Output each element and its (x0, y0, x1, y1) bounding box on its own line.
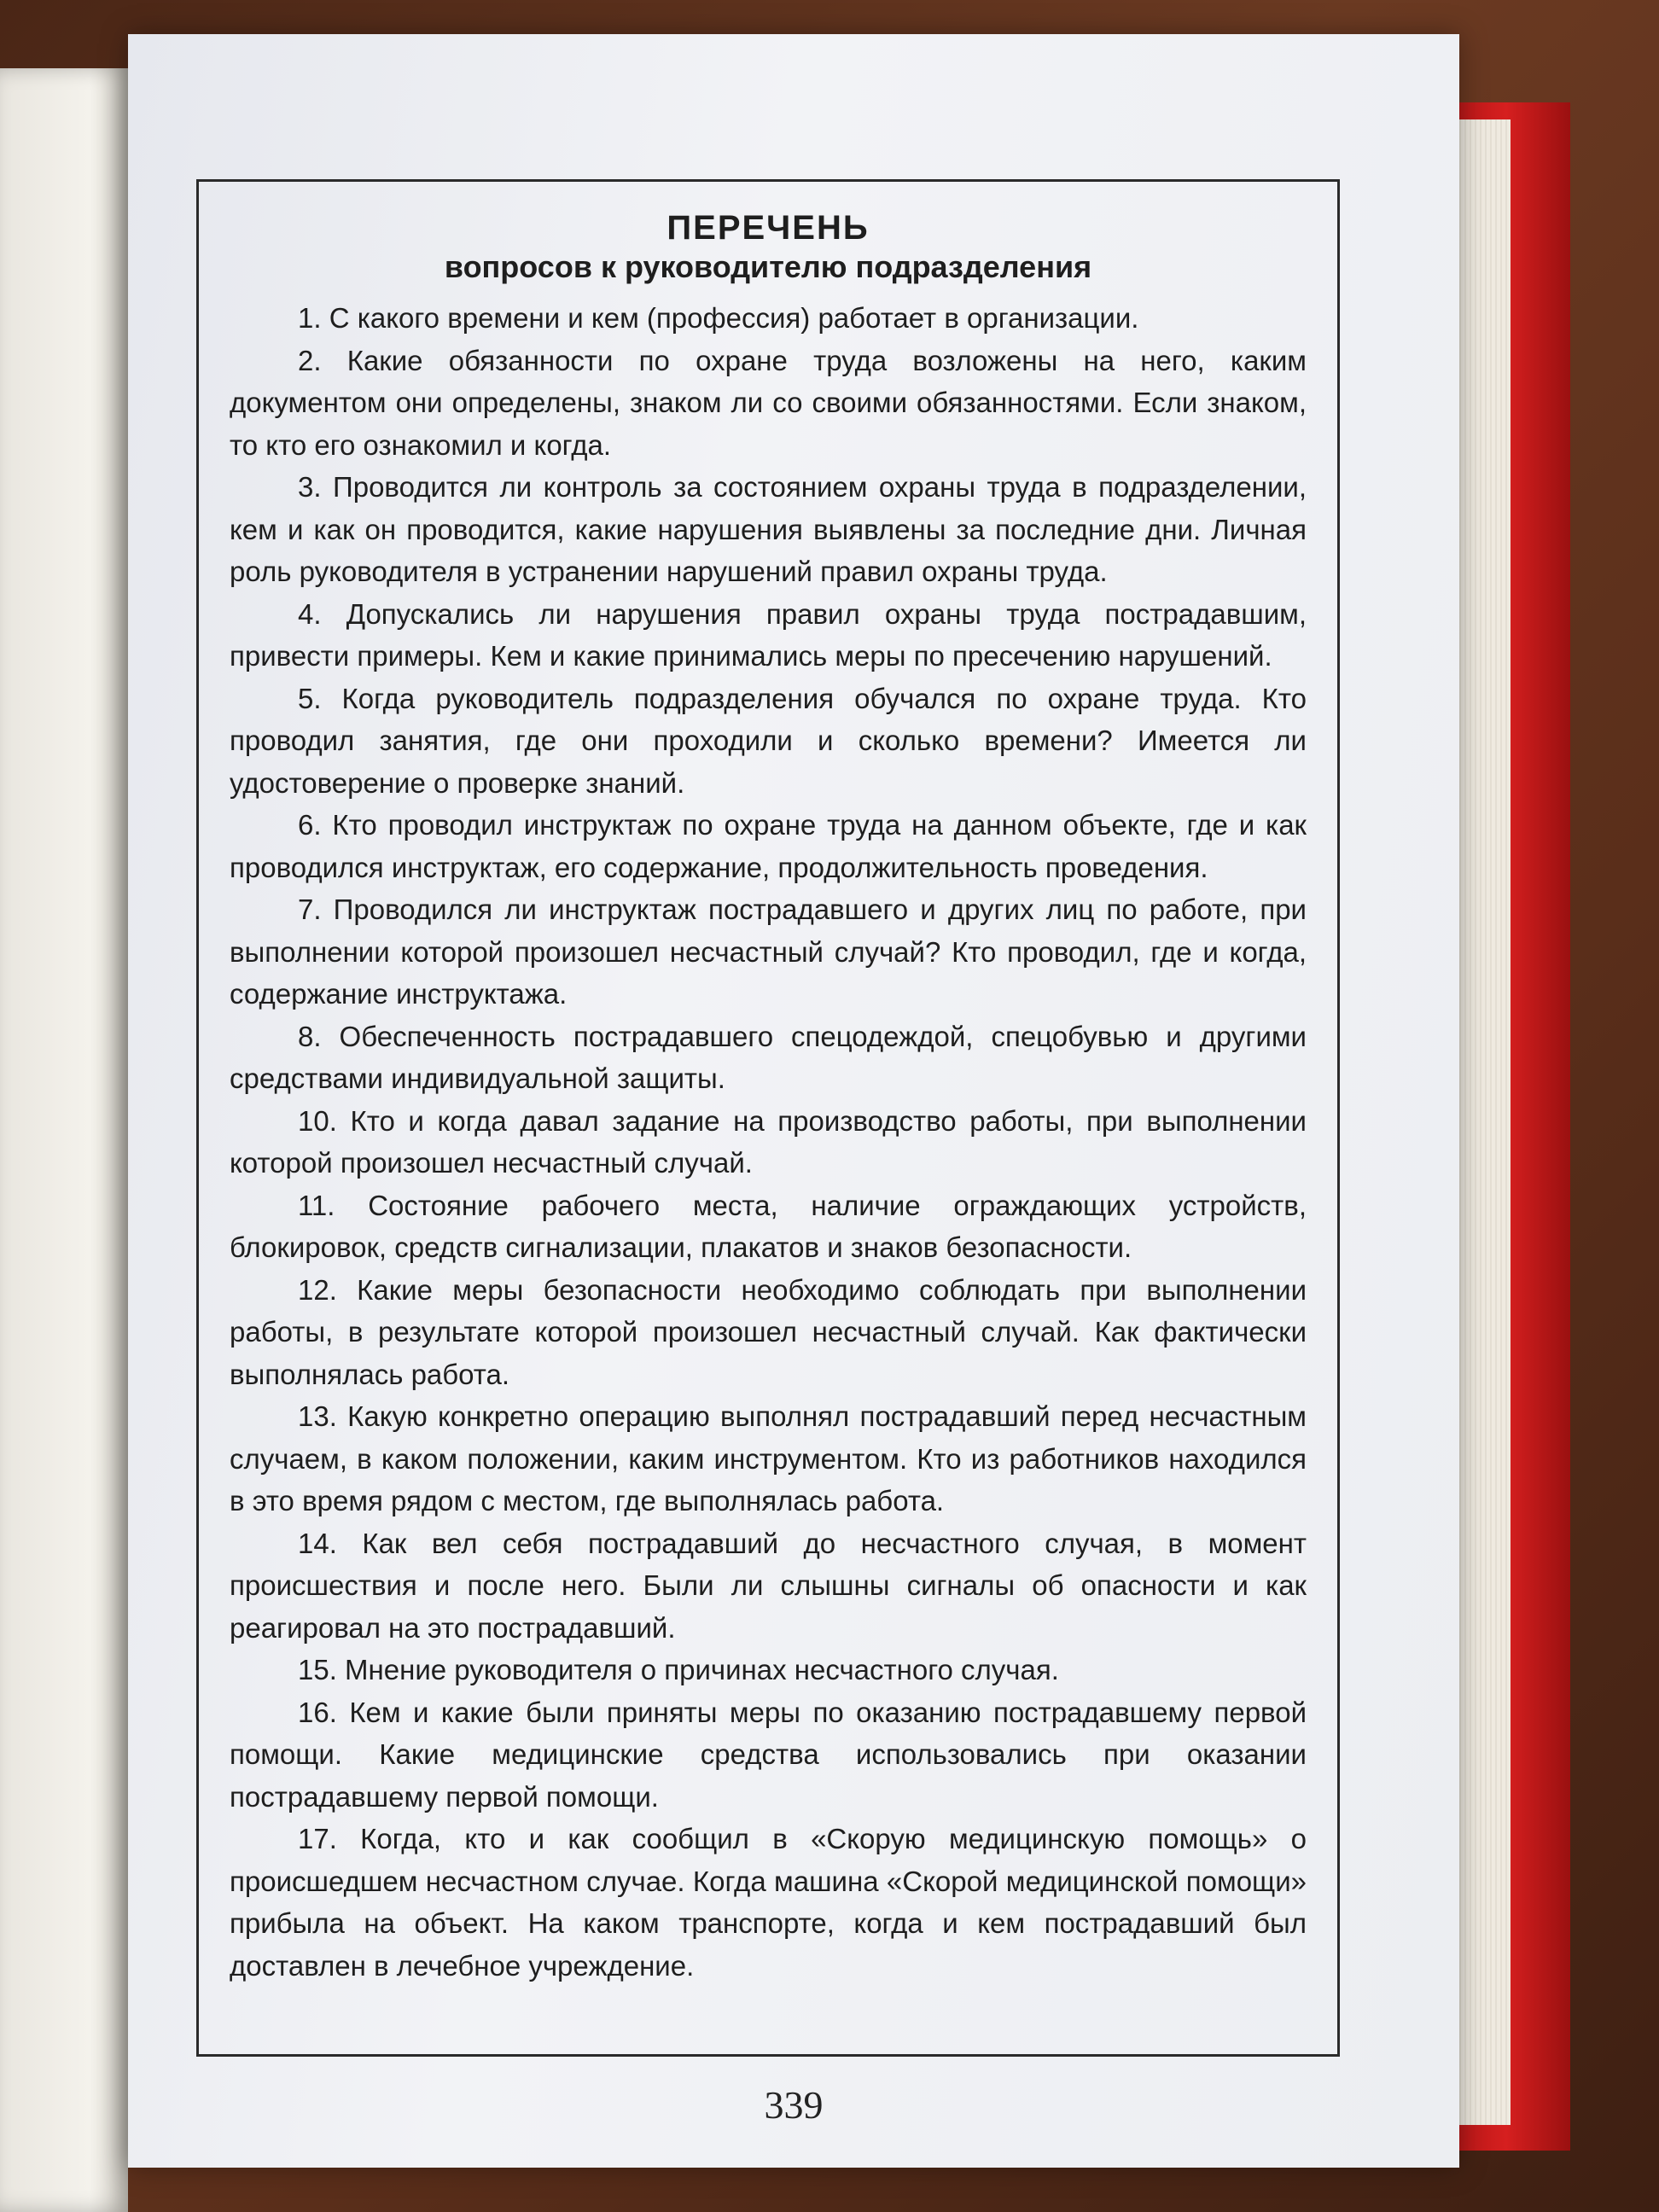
book-page (128, 34, 1459, 2168)
question-item: 6. Кто проводил инструктаж по охране труда на данном объекте, где и как проводился инструктаж, его содержание, продолжительность проведения. (230, 809, 1307, 883)
question-item: 3. Проводится ли контроль за состоянием охраны труда в подразделении, кем и как он проводится, какие нарушения выявлены за последние дни. Личная роль руководителя в устранении нарушений правил охраны труда. (230, 471, 1307, 587)
question-item: 17. Когда, кто и как сообщил в «Скорую медицинскую помощь» о происшедшем несчастном случае. Когда машина «Скорой медицинской помощи» прибыла на объект. На каком транспорте, когда и кем пострадавший был доставлен в лечебное учреждение. (230, 1823, 1307, 1982)
question-item: 7. Проводился ли инструктаж пострадавшего и других лиц по работе, при выполнении которой произошел несчастный случай? Кто проводил, где и когда, содержание инструктажа. (230, 894, 1307, 1010)
question-item: 2. Какие обязанности по охране труда возложены на него, каким документом они определены, знаком ли со своими обязанностями. Если знаком, то кто его ознакомил и когда. (230, 344, 1307, 461)
page-number: 339 (764, 2083, 824, 2127)
content-frame (196, 179, 1340, 2057)
page-edges (1451, 119, 1511, 2125)
question-item: 15. Мнение руководителя о причинах несчастного случая. (298, 1654, 1059, 1685)
question-item: 12. Какие меры безопасности необходимо соблюдать при выполнении работы, в результате которой произошел несчастный случай. Как фактически выполнялась работа. (230, 1273, 1307, 1390)
question-list (230, 297, 1307, 1987)
question-item: 10. Кто и когда давал задание на производство работы, при выполнении которой произошел несчастный случай. (230, 1104, 1307, 1179)
left-page-edge (0, 68, 128, 2212)
question-item: 1. С какого времени и кем (профессия) работает в организации. (298, 302, 1139, 334)
question-item: 5. Когда руководитель подразделения обучался по охране труда. Кто проводил занятия, где они проходили и сколько времени? Имеется ли удостоверение о проверке знаний. (230, 682, 1307, 799)
question-item: 16. Кем и какие были приняты меры по оказанию пострадавшему первой помощи. Какие медицинские средства использовались при оказании пострадавшему первой помощи. (230, 1696, 1307, 1813)
question-item: 14. Как вел себя пострадавший до несчастного случая, в момент происшествия и после него. Были ли слышны сигналы об опасности и как реагировал на это пострадавший. (230, 1527, 1307, 1644)
question-item: 4. Допускались ли нарушения правил охраны труда пострадавшим, привести примеры. Кем и какие принимались меры по пресечению нарушений. (230, 597, 1307, 672)
question-item: 11. Состояние рабочего места, наличие ограждающих устройств, блокировок, средств сигнализации, плакатов и знаков безопасности. (230, 1189, 1307, 1263)
question-item: 13. Какую конкретно операцию выполнял пострадавший перед несчастным случаем, в каком положении, каким инструментом. Кто из работников находился в это время рядом с местом, где выполнялась работа. (230, 1400, 1307, 1516)
document-title: ПЕРЕЧЕНЬ (667, 209, 870, 247)
document-subtitle: вопросов к руководителю подразделения (444, 249, 1092, 284)
question-item: 8. Обеспеченность пострадавшего спецодеждой, спецобувью и другими средствами индивидуальной защиты. (230, 1020, 1307, 1094)
